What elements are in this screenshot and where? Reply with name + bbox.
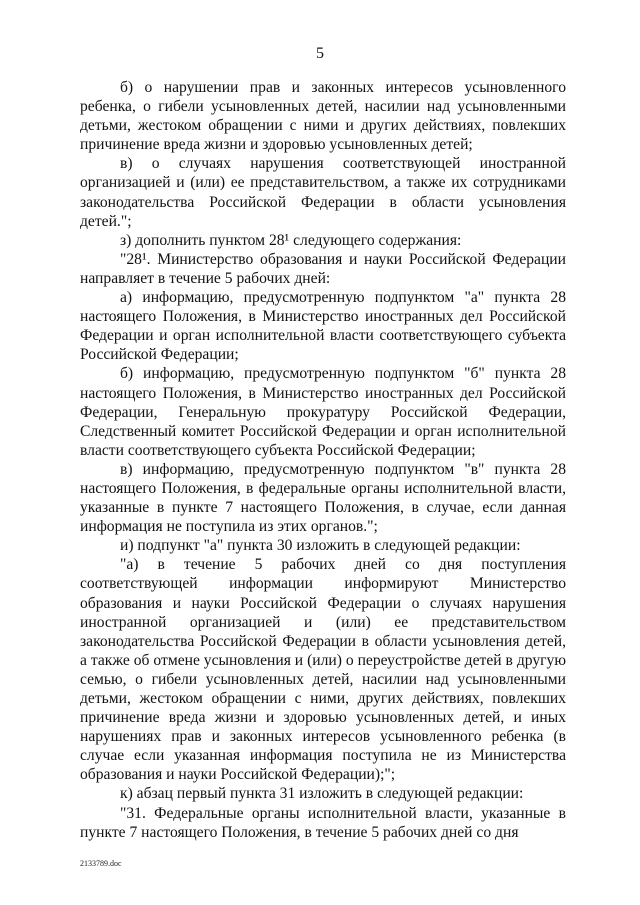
paragraph-item-30-a: "а) в течение 5 рабочих дней со дня поступления соответствующей информации информируют Министерство образования и науки Российской Федерации о случаях нарушения иностранной организацией и (или) ее представительством законодательства Российской Федерации в области усыновления детей, а также об отмене усыновления и (или) о переустройстве детей в другую семью, о гибели усыновленных детей, насилии над усыновленными детьми, жестоком обращении с ними, других действиях, повлекших причинение вреда жизни и здоровью усыновленных детей, и иных нарушениях прав и законных интересов усыновленного ребенка (в случае если указанная информация поступила не из Министерства образования и науки Российской Федерации);";	[80, 556, 566, 784]
document-body	[80, 78, 566, 842]
paragraph-item-28-1-v: в) информацию, предусмотренную подпунктом "в" пункта 28 настоящего Положения, в федеральные органы исполнительной власти, указанные в пункте 7 настоящего Положения, в случае, если данная информация не поступила из этих органов.";	[80, 460, 566, 536]
page-number: 5	[316, 45, 324, 62]
paragraph-item-28-1-a: а) информацию, предусмотренную подпунктом "а" пункта 28 настоящего Положения, в Министерство иностранных дел Российской Федерации и орган исполнительной власти соответствующего субъекта Российской Федерации;	[80, 289, 566, 364]
paragraph-item-28-1-b: б) информацию, предусмотренную подпунктом "б" пункта 28 настоящего Положения, в Министерство иностранных дел Российской Федерации, Генеральную прокуратуру Российской Федерации, Следственный комитет Российской Федерации и орган исполнительной власти соответствующего субъекта Российской Федерации;	[80, 365, 566, 459]
paragraph-i-item-30: и) подпункт "а" пункта 30 изложить в следующей редакции:	[120, 537, 521, 555]
paragraph-k-item-31: к) абзац первый пункта 31 изложить в следующей редакции:	[120, 785, 524, 803]
paragraph-v-violations: в) о случаях нарушения соответствующей иностранной организацией и (или) ее представительством, а также их сотрудниками законодательства Российской Федерации в области усыновления детей.";	[80, 155, 566, 230]
paragraph-item-28-1: "28¹. Министерство образования и науки Российской Федерации направляет в течение 5 рабочих дней:	[80, 250, 566, 287]
paragraph-z-add-item: з) дополнить пунктом 28¹ следующего содержания:	[120, 231, 462, 249]
document-filename: 2133789.doc	[80, 859, 122, 868]
paragraph-b-violations: б) о нарушении прав и законных интересов усыновленного ребенка, о гибели усыновленных детей, насилии над усыновленными детьми, жестоком обращении с ними и других действиях, повлекших причинение вреда жизни и здоровью усыновленных детей;	[80, 79, 566, 154]
paragraph-item-31: "31. Федеральные органы исполнительной власти, указанные в пункте 7 настоящего Положения, в течение 5 рабочих дней со дня	[80, 804, 566, 841]
